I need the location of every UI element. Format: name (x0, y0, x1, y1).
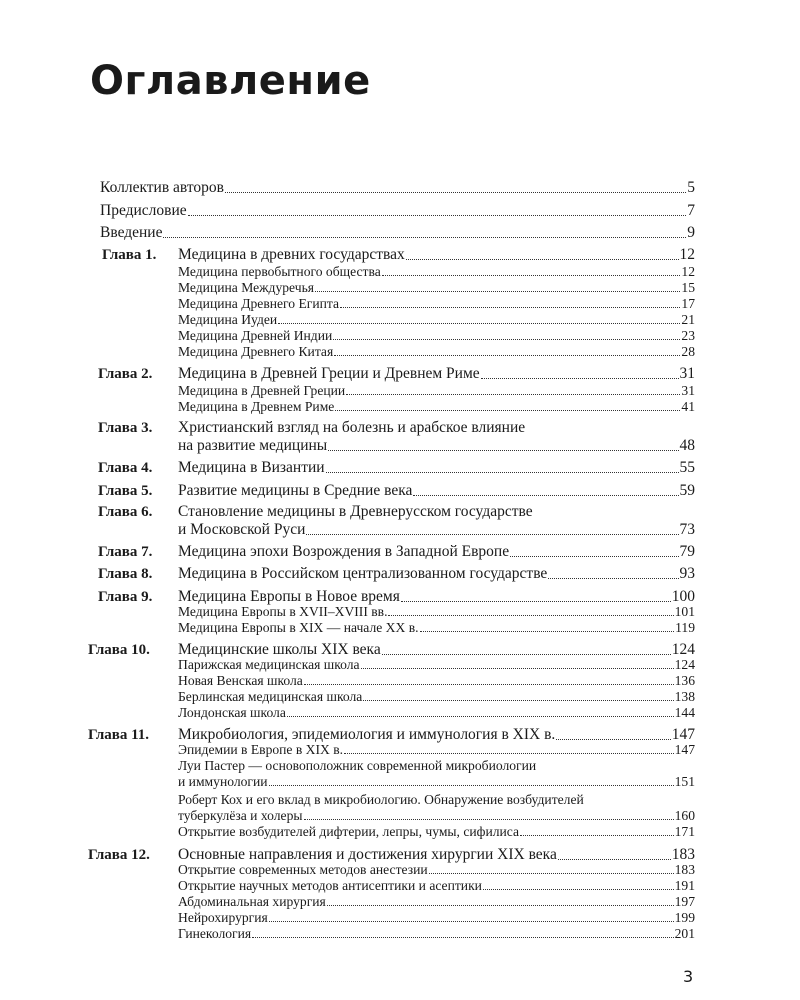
section-entry[interactable] (178, 344, 695, 360)
section-title: Абдоминальная хирургия (178, 894, 326, 909)
leader-dots (406, 259, 679, 260)
section-title: Медицина в Древнем Риме (178, 399, 335, 414)
chapter-page: 100 (671, 588, 695, 605)
section-page: 17 (681, 296, 695, 311)
section-entry[interactable] (178, 312, 695, 328)
chapter-page: 93 (679, 565, 695, 582)
section-title: Открытие возбудителей дифтерии, лепры, чумы, сифилиса (178, 824, 520, 839)
section-entry[interactable] (178, 604, 695, 620)
toc-entry-introduction[interactable] (100, 224, 695, 242)
leader-dots (429, 873, 674, 874)
chapter-label: Глава 10. (88, 642, 150, 658)
section-page: 41 (681, 399, 695, 414)
leader-dots (481, 378, 679, 379)
section-page: 144 (674, 705, 695, 720)
chapter-entry[interactable] (178, 543, 695, 561)
section-title: Новая Венская школа (178, 673, 303, 688)
section-page: 136 (674, 673, 695, 688)
section-title: Медицина в Древней Греции (178, 383, 346, 398)
section-entry[interactable] (178, 264, 695, 280)
chapter-label: Глава 9. (98, 589, 153, 605)
section-entry[interactable] (178, 774, 695, 790)
leader-dots (382, 275, 681, 276)
leader-dots (188, 215, 687, 216)
section-page: 197 (674, 894, 695, 909)
leader-dots (287, 716, 674, 717)
chapter-entry[interactable] (178, 521, 695, 539)
section-page: 147 (674, 742, 695, 757)
section-title: Лондонская школа (178, 705, 286, 720)
section-title: Нейрохирургия (178, 910, 268, 925)
chapter-title-line1: Христианский взгляд на болезнь и арабское влияние (178, 419, 526, 436)
chapter-page: 183 (671, 846, 695, 863)
section-page: 23 (681, 328, 695, 343)
section-title: Медицина Древней Индии (178, 328, 333, 343)
section-title: Эпидемии в Европе в XIX в. (178, 742, 344, 757)
section-entry[interactable] (178, 673, 695, 689)
section-title: Открытие научных методов антисептики и асептики (178, 878, 482, 893)
chapter-title: Основные направления и достижения хирургии XIX века (178, 846, 557, 863)
section-entry[interactable] (178, 296, 695, 312)
section-title: Медицина Древнего Китая (178, 344, 334, 359)
section-entry[interactable] (178, 657, 695, 673)
section-page: 160 (674, 808, 695, 823)
section-entry[interactable] (178, 689, 695, 705)
leader-dots (328, 450, 678, 451)
leader-dots (548, 578, 678, 579)
chapter-page: 73 (679, 521, 695, 538)
chapter-entry[interactable] (178, 365, 695, 383)
leader-dots (361, 668, 674, 669)
section-title: Медицина первобытного общества (178, 264, 381, 279)
section-page: 31 (681, 383, 695, 398)
leader-dots (340, 307, 680, 308)
chapter-page: 48 (679, 437, 695, 454)
chapter-title: Микробиология, эпидемиология и иммунология в XIX в. (178, 726, 556, 743)
leader-dots (269, 785, 674, 786)
leader-dots (558, 859, 671, 860)
chapter-label: Глава 2. (98, 366, 153, 382)
chapter-title-line1: Становление медицины в Древнерусском государстве (178, 503, 533, 520)
chapter-title: Медицина в Византии (178, 459, 325, 476)
chapter-label: Глава 3. (98, 420, 153, 436)
toc-entry-text: Предисловие (100, 202, 187, 219)
chapter-page: 147 (671, 726, 695, 743)
toc-entry-page: 7 (687, 202, 695, 219)
chapter-title: Медицина в Российском централизованном государстве (178, 565, 548, 582)
chapter-title: и Московской Руси (178, 521, 306, 538)
section-title: и иммунологии (178, 774, 268, 789)
chapter-page: 79 (679, 543, 695, 560)
section-title: Медицина Междуречья (178, 280, 315, 295)
section-page: 201 (674, 926, 695, 941)
chapter-entry[interactable] (178, 437, 695, 455)
section-title: Парижская медицинская школа (178, 657, 360, 672)
section-title: Берлинская медицинская школа (178, 689, 363, 704)
leader-dots (556, 739, 670, 740)
leader-dots (163, 237, 686, 238)
section-page: 124 (674, 657, 695, 672)
chapter-title: на развитие медицины (178, 437, 328, 454)
chapter-entry[interactable] (178, 459, 695, 477)
chapter-title: Медицина в древних государствах (178, 246, 405, 263)
leader-dots (483, 889, 674, 890)
leader-dots (304, 819, 674, 820)
toc-entry-preface[interactable] (100, 202, 695, 220)
section-entry[interactable] (178, 926, 695, 942)
leader-dots (401, 601, 671, 602)
chapter-label: Глава 6. (98, 504, 153, 520)
leader-dots (388, 615, 673, 616)
chapter-label: Глава 5. (98, 483, 153, 499)
section-title-line1: Роберт Кох и его вклад в микробиологию. Обнаружение возбудителей (178, 792, 584, 807)
leader-dots (420, 631, 675, 632)
leader-dots (520, 835, 674, 836)
section-entry[interactable] (178, 620, 695, 636)
section-entry[interactable] (178, 280, 695, 296)
chapter-page: 55 (679, 459, 695, 476)
page-number: 3 (683, 967, 694, 986)
section-entry[interactable] (178, 862, 695, 878)
toc-entry-authors[interactable] (100, 179, 695, 197)
leader-dots (413, 495, 678, 496)
section-page: 138 (674, 689, 695, 704)
section-entry[interactable] (178, 910, 695, 926)
section-title: Гинекология (178, 926, 252, 941)
section-page: 171 (674, 824, 695, 839)
page-title: Оглавление (90, 58, 371, 104)
leader-dots (326, 472, 679, 473)
leader-dots (306, 534, 678, 535)
section-entry[interactable] (178, 824, 695, 840)
chapter-label: Глава 8. (98, 566, 153, 582)
toc-entry-page: 5 (687, 179, 695, 196)
chapter-page: 12 (679, 246, 695, 263)
leader-dots (510, 556, 678, 557)
section-entry[interactable] (178, 383, 695, 399)
section-title: Медицина Иудеи (178, 312, 278, 327)
chapter-label: Глава 4. (98, 460, 153, 476)
chapter-title: Медицинские школы XIX века (178, 641, 381, 658)
section-entry[interactable] (178, 808, 695, 824)
section-title-line1: Луи Пастер — основоположник современной микробиологии (178, 758, 537, 773)
leader-dots (304, 684, 674, 685)
section-entry[interactable] (178, 878, 695, 894)
section-page: 21 (681, 312, 695, 327)
section-title: Медицина Европы в XIX — начале XX в. (178, 620, 419, 635)
section-page: 183 (674, 862, 695, 877)
section-entry[interactable] (178, 328, 695, 344)
section-title: Открытие современных методов анестезии (178, 862, 428, 877)
section-entry[interactable] (178, 705, 695, 721)
leader-dots (334, 355, 680, 356)
chapter-title: Медицина в Древней Греции и Древнем Риме (178, 365, 480, 382)
toc-entry-text: Коллектив авторов (100, 179, 224, 196)
section-page: 101 (674, 604, 695, 619)
section-entry[interactable] (178, 399, 695, 415)
leader-dots (252, 937, 673, 938)
chapter-entry[interactable] (178, 565, 695, 583)
section-entry[interactable] (178, 894, 695, 910)
leader-dots (346, 394, 680, 395)
section-title: Медицина Европы в XVII–XVIII вв. (178, 604, 388, 619)
leader-dots (382, 654, 671, 655)
section-page: 12 (681, 264, 695, 279)
section-page: 199 (674, 910, 695, 925)
chapter-title: Медицина Европы в Новое время (178, 588, 400, 605)
leader-dots (269, 921, 674, 922)
toc-entry-page: 9 (687, 224, 695, 241)
chapter-entry[interactable] (178, 246, 695, 264)
leader-dots (315, 291, 680, 292)
section-page: 28 (681, 344, 695, 359)
leader-dots (363, 700, 673, 701)
chapter-label: Глава 11. (88, 727, 150, 743)
section-page: 191 (674, 878, 695, 893)
chapter-label: Глава 1. (102, 247, 157, 263)
section-page: 15 (681, 280, 695, 295)
section-page: 151 (674, 774, 695, 789)
leader-dots (344, 753, 674, 754)
leader-dots (333, 339, 680, 340)
chapter-label: Глава 12. (88, 847, 150, 863)
chapter-page: 124 (671, 641, 695, 658)
section-title: Медицина Древнего Египта (178, 296, 340, 311)
chapter-page: 31 (679, 365, 695, 382)
leader-dots (327, 905, 674, 906)
section-page: 119 (675, 620, 695, 635)
leader-dots (225, 192, 686, 193)
chapter-title: Медицина эпохи Возрождения в Западной Европе (178, 543, 510, 560)
leader-dots (335, 410, 680, 411)
section-entry[interactable] (178, 742, 695, 758)
leader-dots (278, 323, 680, 324)
chapter-title: Развитие медицины в Средние века (178, 482, 413, 499)
chapter-label: Глава 7. (98, 544, 153, 560)
chapter-entry[interactable] (178, 482, 695, 500)
chapter-page: 59 (679, 482, 695, 499)
toc-entry-text: Введение (100, 224, 163, 241)
section-title: туберкулёза и холеры (178, 808, 303, 823)
